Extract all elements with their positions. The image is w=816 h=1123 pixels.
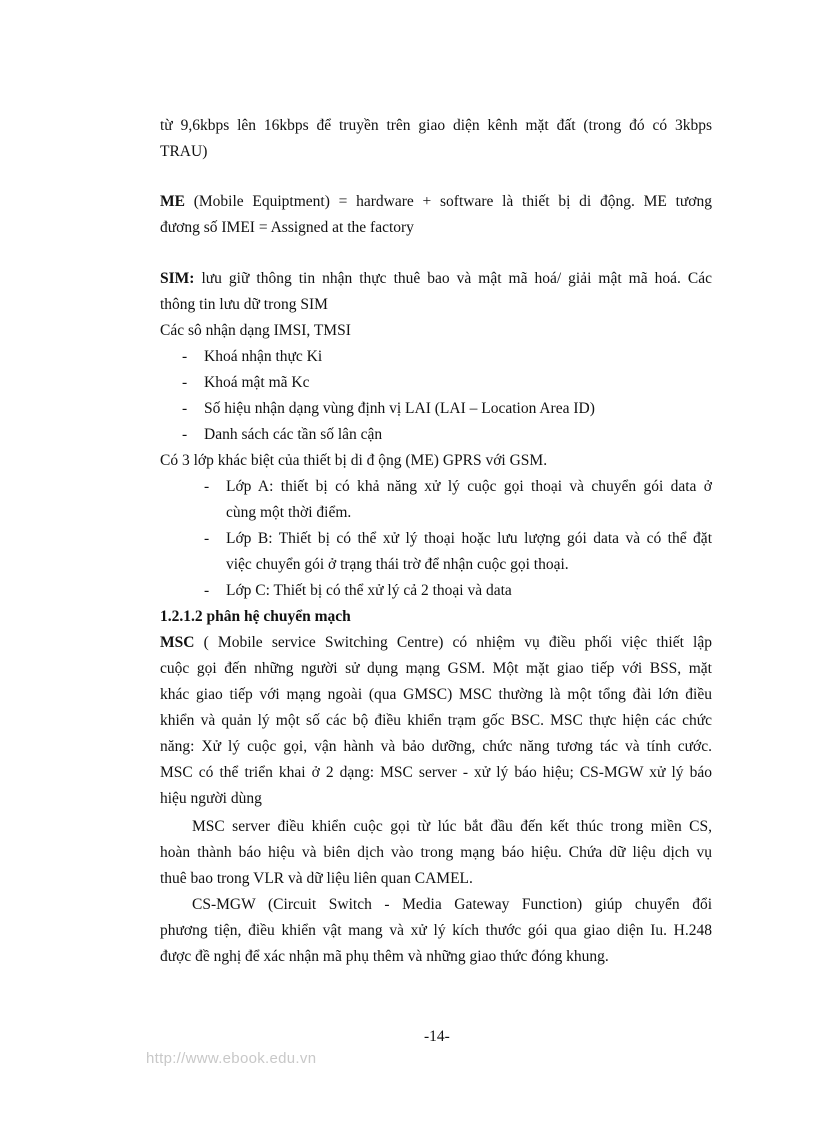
sim-line-1-text: lưu giữ thông tin nhận thực thuê bao và mật mã hoá/ giải mật mã hoá. Các — [194, 270, 712, 287]
watermark-url: http://www.ebook.edu.vn — [146, 1050, 317, 1067]
section-heading: 1.2.1.2 phân hệ chuyển mạch — [160, 608, 351, 625]
msc-server-line: MSC server điều khiển cuộc gọi từ lúc bắt đầu đến kết thúc trong miền CS, — [192, 818, 712, 835]
csmgw-line: phương tiện, điều khiển vật mang và xử lý kích thước gói qua giao diện Iu. H.248 — [160, 922, 712, 939]
csmgw-line: được đề nghị để xác nhận mã phụ thêm và những giao thức đóng khung. — [160, 948, 609, 965]
list-item-text: Khoá nhận thực Ki — [204, 348, 323, 365]
list-dash: - — [204, 582, 210, 599]
trau-line-2: TRAU) — [160, 143, 208, 160]
msc-line: năng: Xử lý cuộc gọi, vận hành và bảo dưỡng, chức năng tương tác và tính cước. — [160, 738, 712, 755]
sim-list-item — [182, 344, 322, 370]
msc-line: cuộc gọi đến những người sử dụng mạng GSM. Một mặt giao tiếp với BSS, mặt — [160, 660, 712, 677]
list-dash: - — [182, 374, 188, 391]
sim-term: SIM: — [160, 270, 195, 287]
gprs-class-b-line-2: việc chuyển gói ở trạng thái trờ để nhận cuộc gọi thoại. — [226, 556, 569, 573]
list-dash: - — [182, 348, 188, 365]
gprs-class-item — [204, 474, 712, 526]
me-line-2: đương số IMEI = Assigned at the factory — [160, 219, 414, 236]
list-item-text: Khoá mật mã Kc — [204, 374, 310, 391]
msc-server-line: thuê bao trong VLR và dữ liệu liên quan CAMEL. — [160, 870, 473, 887]
sim-list-item — [182, 370, 309, 396]
list-dash: - — [204, 530, 210, 547]
gprs-class-item — [204, 578, 712, 604]
me-line-1-text: (Mobile Equiptment) = hardware + software là thiết bị di động. ME tương — [184, 193, 712, 210]
page-number: -14- — [424, 1028, 450, 1045]
list-dash: - — [204, 478, 210, 495]
trau-line-1: từ 9,6kbps lên 16kbps để truyền trên giao diện kênh mặt đất (trong đó có 3kbps — [160, 117, 712, 134]
list-dash: - — [182, 400, 188, 417]
csmgw-line: CS-MGW (Circuit Switch - Media Gateway Function) giúp chuyển đổi — [192, 896, 712, 913]
msc-line: khiển và quản lý một số các bộ điều khiển trạm gốc BSC. MSC thực hiện các chức — [160, 712, 712, 729]
list-item-text: Danh sách các tần số lân cận — [204, 426, 383, 443]
msc-line: khác giao tiếp với mạng ngoài (qua GMSC) MSC thường là một tổng đài lớn điều — [160, 686, 712, 703]
gprs-class-a-line-2: cùng một thời điểm. — [226, 504, 352, 521]
me-line-1 — [160, 189, 712, 215]
sim-list-item — [182, 422, 382, 448]
msc-server-line: hoàn thành báo hiệu và biên dịch vào trong mạng báo hiệu. Chứa dữ liệu dịch vụ — [160, 844, 712, 861]
sim-list-item — [182, 396, 595, 422]
gprs-class-a-line-1: Lớp A: thiết bị có khả năng xử lý cuộc gọi thoại và chuyển gói data ở — [226, 478, 712, 495]
sim-line-1 — [160, 266, 712, 292]
msc-line: MSC có thể triển khai ở 2 dạng: MSC server - xử lý báo hiệu; CS-MGW xử lý báo — [160, 764, 712, 781]
me-term: ME — [160, 193, 185, 210]
msc-term: MSC — [160, 634, 195, 651]
list-item-text: Số hiệu nhận dạng vùng định vị LAI (LAI – Location Area ID) — [204, 400, 595, 417]
list-dash: - — [182, 426, 188, 443]
msc-line: hiệu người dùng — [160, 790, 262, 807]
sim-line-2: thông tin lưu dữ trong SIM — [160, 296, 328, 313]
gprs-intro: Có 3 lớp khác biệt của thiết bị di đ ộng (ME) GPRS với GSM. — [160, 452, 548, 469]
sim-line-3: Các sô nhận dạng IMSI, TMSI — [160, 322, 351, 339]
msc-line-1-text: ( Mobile service Switching Centre) có nhiệm vụ điều phối việc thiết lập — [194, 634, 712, 651]
msc-line-1 — [160, 630, 712, 656]
gprs-class-c-line-1: Lớp C: Thiết bị có thể xử lý cả 2 thoại và data — [226, 582, 512, 599]
gprs-class-b-line-1: Lớp B: Thiết bị có thể xử lý thoại hoặc lưu lượng gói data và có thể đặt — [226, 530, 712, 547]
gprs-class-item — [204, 526, 712, 578]
